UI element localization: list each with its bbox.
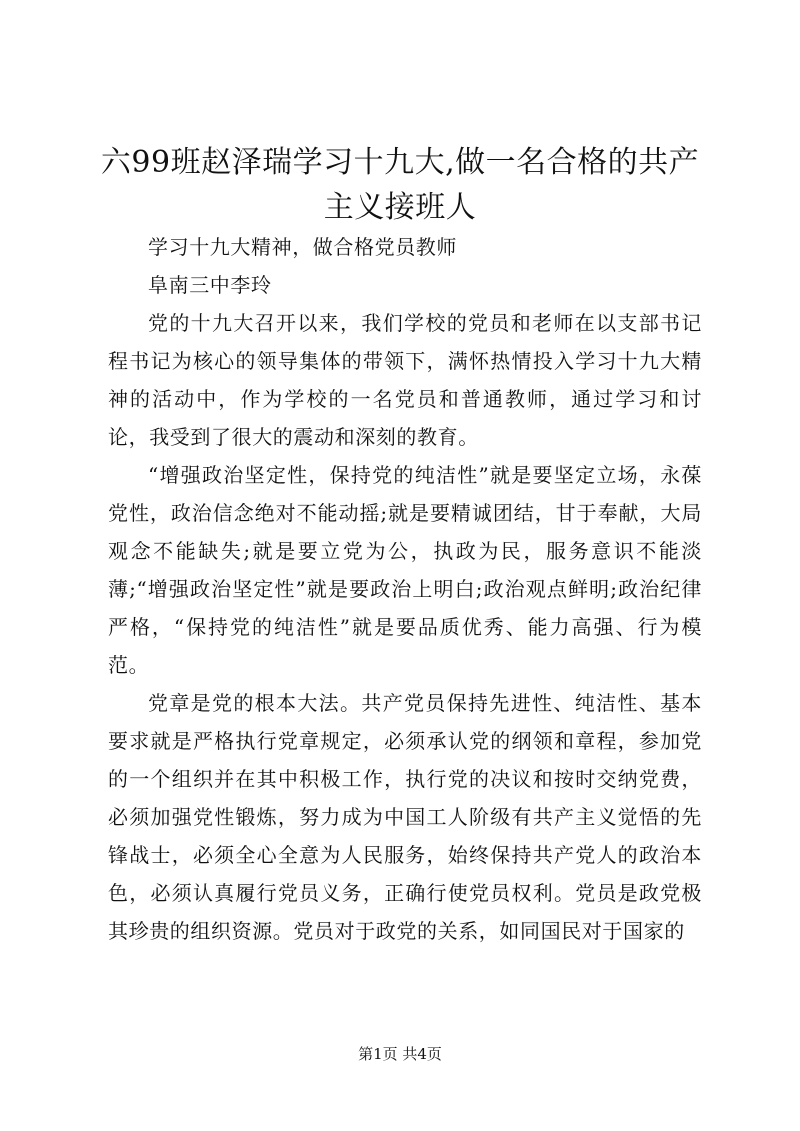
body-paragraph: 党章是党的根本大法。共产党员保持先进性、纯洁性、基本要求就是严格执行党章规定，必须承认党的纲领和章程，参加党的一个组织并在其中积极工作，执行党的决议和按时交纳党费，必须加强党性锻炼，努力成为中国工人阶级有共产主义觉悟的先锋战士，必须全心全意为人民服务，始终保持共产党人的政治本色，必须认真履行党员义务，正确行使党员权利。党员是政党极其珍贵的组织资源。党员对于政党的关系，如同国民对于国家的	[108, 691, 702, 943]
document-title	[90, 140, 710, 230]
document-body	[108, 228, 702, 950]
title-line-2: 主义接班人	[323, 190, 477, 225]
body-paragraph: 党的十九大召开以来，我们学校的党员和老师在以支部书记程书记为核心的领导集体的带领下，满怀热情投入学习十九大精神的活动中，作为学校的一名党员和普通教师，通过学习和讨论，我受到了很大的震动和深刻的教育。	[108, 311, 702, 449]
subtitle-paragraph: 学习十九大精神，做合格党员教师	[148, 235, 457, 259]
author-paragraph: 阜南三中李玲	[148, 273, 272, 297]
body-paragraph: “增强政治坚定性，保持党的纯洁性”就是要坚定立场，永葆党性，政治信念绝对不能动摇;就是要精诚团结，甘于奉献，大局观念不能缺失;就是要立党为公，执政为民，服务意识不能淡薄;“增强政治坚定性”就是要政治上明白;政治观点鲜明;政治纪律严格，“保持党的纯洁性”就是要品质优秀、能力高强、行为模范。	[108, 463, 702, 677]
title-line-1: 六99班赵泽瑞学习十九大,做一名合格的共产	[100, 145, 700, 180]
page-footer: 第1页 共4页	[358, 1045, 442, 1063]
